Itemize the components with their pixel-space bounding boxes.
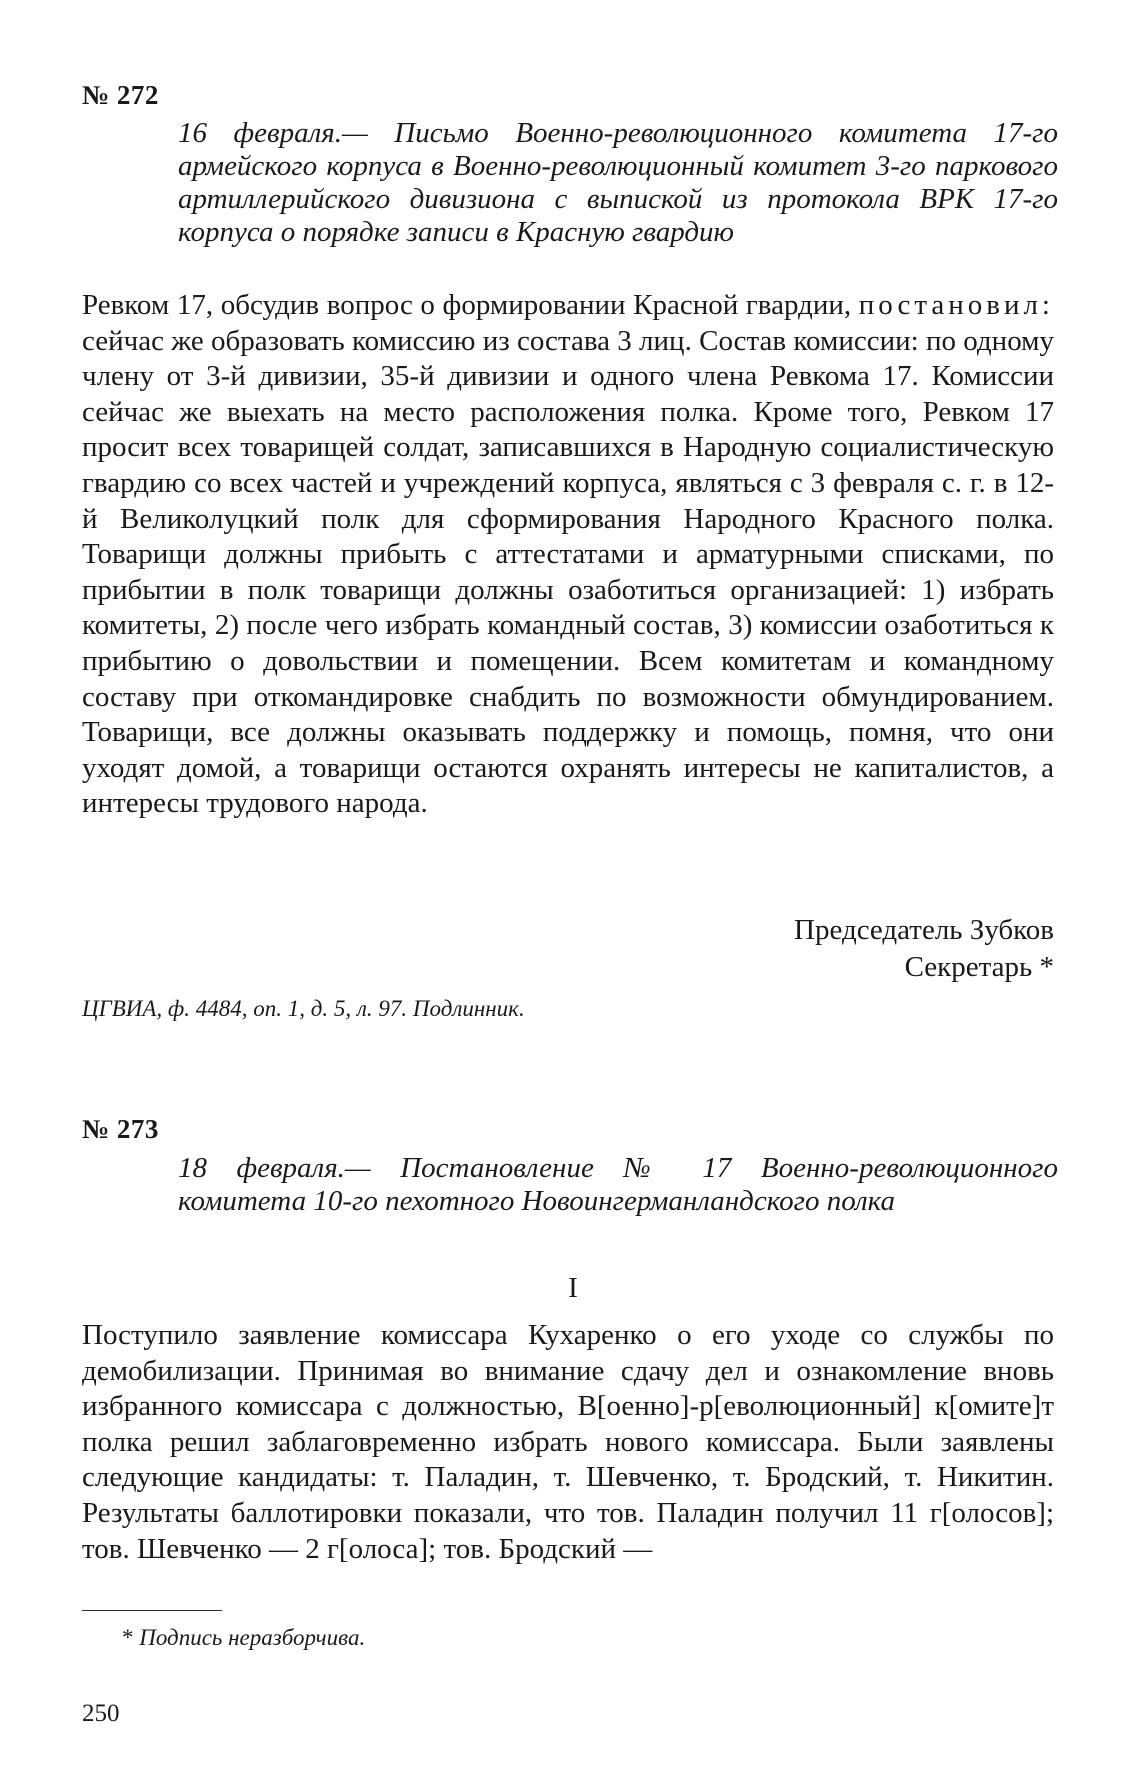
doc-272-body-rest: сейчас же образовать комиссию из состава 3 лиц. Состав комиссии: по одному члену от 3-й дивизии, 35-й дивизии и одного члена Ревкома 17. Комиссии сейчас же выехать на место расположения полка. Кроме того, Ревком 17 просит всех товарищей солдат, записавшихся в Народную социалистическую гвардию со всех частей и учреждений корпуса, являться с 3 февраля с. г. в 12-й Великолуцкий полк для сформирования Народного Красного полка. Товарищи должны прибыть с аттестатами и арматурными списками, по прибытии в полк товарищи должны озаботиться организацией: 1) избрать комитеты, 2) после чего избрать командный состав, 3) комиссии озаботиться к прибытию о довольствии и помещении. Всем комитетам и командному составу при откомандировке снабдить по возможности обмундированием. Товарищи, все должны оказывать поддержку и помощь, помня, что они уходят домой, а товарищи остаются охранять интересы не капиталистов, а интересы трудового народа. [82,324,1054,820]
signature-secretary: Секретарь * [904,951,1054,983]
doc-272-heading: 16 февраля.— Письмо Военно-революционного комитета 17-го армейского корпуса в Военно-революционный комитет 3-го паркового артиллерийского дивизиона с выпиской из протокола ВРК 17-го корпуса о порядке записи в Красную гвардию [178,117,1058,248]
doc-273-body [82,1318,1054,1567]
doc-273-number: № 273 [82,1114,159,1144]
doc-273-heading: 18 февраля.— Постановление № 17 Военно-революционного комитета 10-го пехотного Новоингерманландского полка [178,1152,1058,1217]
footnote-marker: * [122,1625,134,1650]
doc-272-body-spaced: постановил: [858,289,1054,321]
doc-272-body-start: Ревком 17, обсудив вопрос о формировании Красной гвардии, [82,289,859,321]
signature-chairman: Председатель Зубков [794,914,1054,946]
doc-272-body [82,288,1054,822]
doc-273-section-number: I [568,1272,578,1304]
doc-272-paragraph [82,288,1054,822]
doc-272-number: № 272 [82,80,159,110]
footnote-text: Подпись неразборчива. [139,1625,366,1650]
footnote-rule [82,1610,222,1611]
page-number: 250 [82,1700,120,1727]
doc-273-paragraph: Поступило заявление комиссара Кухаренко о его уходе со службы по демобилизации. Принимая во внимание сдачу дел и ознакомление вновь избранного комиссара с должностью, В[оенно]-р[еволюционный] к[омите]т полка решил заблаговременно избрать нового комиссара. Были заявлены следующие кандидаты: т. Паладин, т. Шевченко, т. Бродский, т. Никитин. Результаты баллотировки показали, что тов. Паладин получил 11 г[олосов]; тов. Шевченко — 2 г[олоса]; тов. Бродский — [82,1319,1054,1565]
doc-272-source: ЦГВИА, ф. 4484, оп. 1, д. 5, л. 97. Подлинник. [82,996,525,1021]
footnote [122,1625,365,1651]
